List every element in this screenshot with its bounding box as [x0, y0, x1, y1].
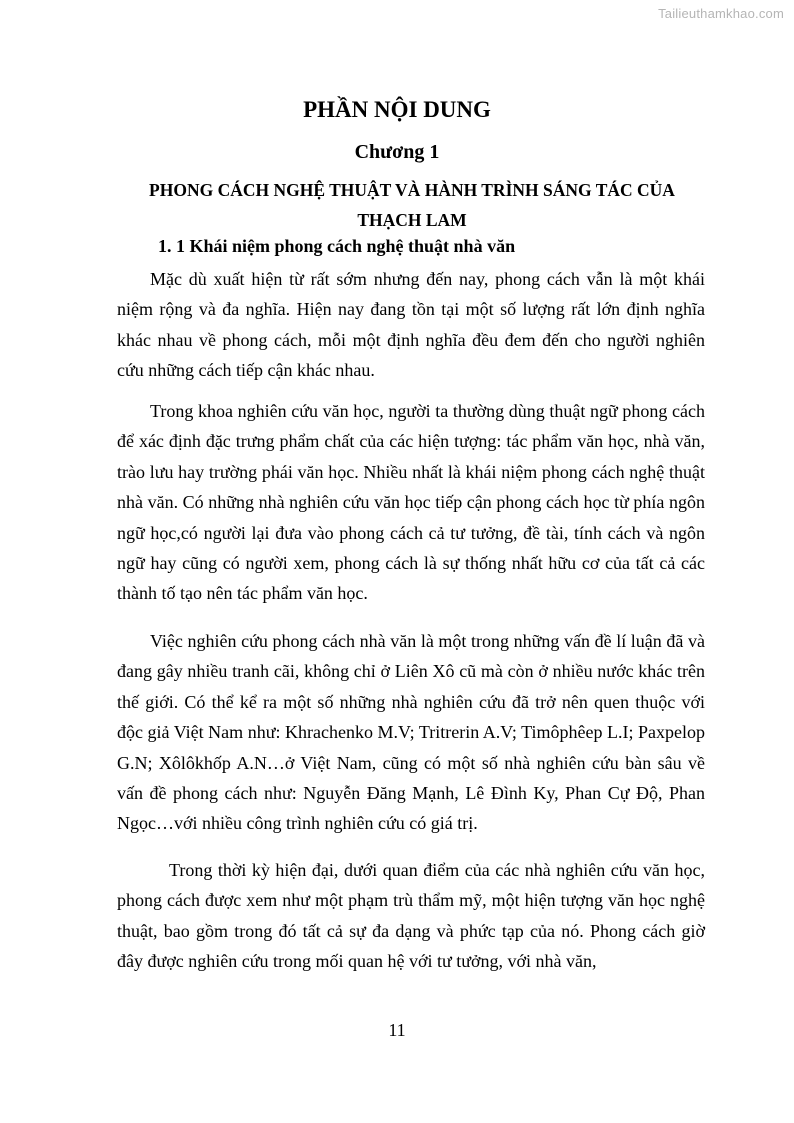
watermark: Tailieuthamkhao.com	[658, 6, 784, 21]
chapter-label: Chương 1	[354, 141, 440, 163]
paragraph: Trong thời kỳ hiện đại, dưới quan điểm của các nhà nghiên cứu văn học, phong cách được xem như một phạm trù thẩm mỹ, một hiện tượng văn học nghệ thuật, bao gồm trong đó tất cả sự đa dạng và phức tạp của nó. Phong cách giờ đây được nghiên cứu trong mối quan hệ với tư tưởng, với nhà văn,	[117, 860, 705, 972]
paragraph: Mặc dù xuất hiện từ rất sớm nhưng đến nay, phong cách vẫn là một khái niệm rộng và đa nghĩa. Hiện nay đang tồn tại một số lượng rất lớn định nghĩa khác nhau về phong cách, mỗi một định nghĩa đều đem đến cho người nghiên cứu những cách tiếp cận khác nhau.	[117, 269, 705, 381]
page-number: 11	[388, 1020, 406, 1040]
chapter-title-line-2: THẠCH LAM	[357, 210, 467, 230]
paragraph-2-block	[117, 396, 705, 609]
chapter-title	[118, 175, 706, 235]
part-title: PHẦN NỘI DUNG	[303, 97, 491, 122]
chapter-title-line-1: PHONG CÁCH NGHỆ THUẬT VÀ HÀNH TRÌNH SÁNG TÁC CỦA	[149, 180, 675, 200]
paragraph-3-block	[117, 626, 705, 839]
paragraph: Việc nghiên cứu phong cách nhà văn là một trong những vấn đề lí luận đã và đang gây nhiều tranh cãi, không chỉ ở Liên Xô cũ mà còn ở nhiều nước khác trên thế giới. Có thể kể ra một số những nhà nghiên cứu đã trở nên quen thuộc với độc giả Việt Nam như: Khrachenko M.V; Tritrerin A.V; Timôphêep L.I; Paxpelop G.N; Xôlôkhốp A.N…ở Việt Nam, cũng có một số nhà nghiên cứu bàn sâu về vấn đề phong cách như: Nguyễn Đăng Mạnh, Lê Đình Ky, Phan Cự Độ, Phan Ngọc…với nhiều công trình nghiên cứu có giá trị.	[117, 631, 705, 834]
section-heading: 1. 1 Khái niệm phong cách nghệ thuật nhà văn	[158, 236, 516, 256]
paragraph-4-block	[117, 855, 705, 977]
paragraph: Trong khoa nghiên cứu văn học, người ta thường dùng thuật ngữ phong cách để xác định đặc trưng phẩm chất của các hiện tượng: tác phẩm văn học, nhà văn, trào lưu hay trường phái văn học. Nhiều nhất là khái niệm phong cách nghệ thuật nhà văn. Có những nhà nghiên cứu văn học tiếp cận phong cách học từ phía ngôn ngữ học,có người lại đưa vào phong cách cả tư tưởng, đề tài, tính cách và ngôn ngữ hay cũng có người xem, phong cách là sự thống nhất hữu cơ của tất cả các thành tố tạo nên tác phẩm văn học.	[117, 401, 705, 604]
paragraph-1-block	[117, 264, 705, 386]
